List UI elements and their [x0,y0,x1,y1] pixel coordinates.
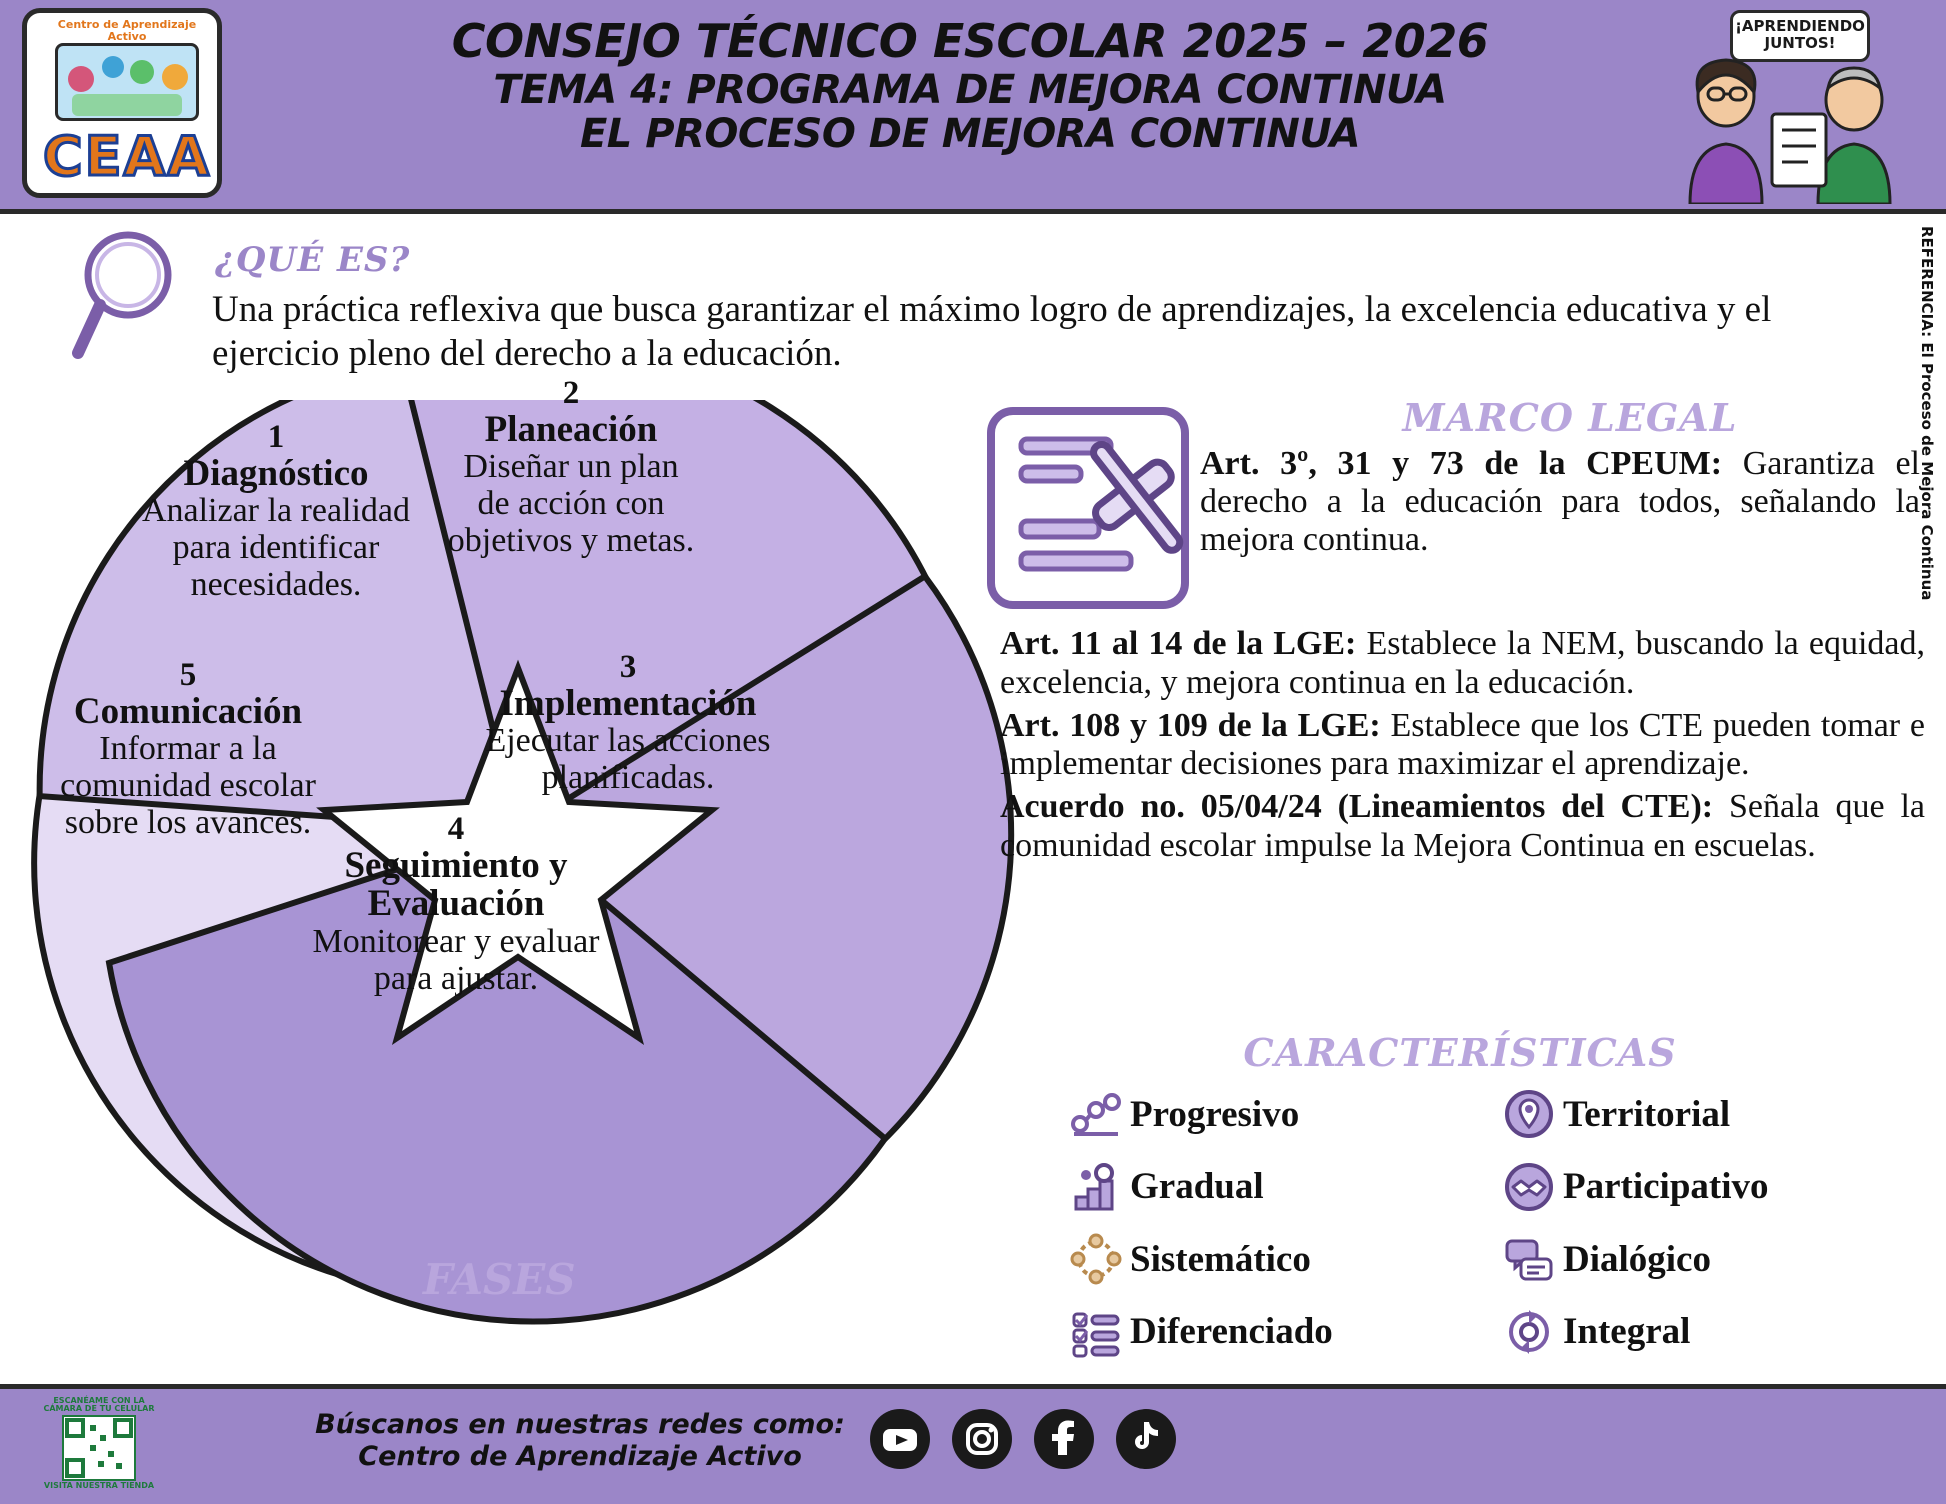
phase-2-number: 2 [562,375,580,411]
ml-item-1-bold: Art. 11 al 14 de la LGE: [1000,625,1357,662]
title-line-2: TEMA 4: PROGRAMA DE MEJORA CONTINUA [493,66,1447,113]
logo-figure-4 [162,64,188,90]
qr-bottom-label: VISITA NUESTRA TIENDA [43,1480,155,1490]
caracteristica-integral-label: Integral [1563,1311,1691,1353]
page-title [330,16,1610,157]
que-es-title: ¿QUÉ ES? [215,240,411,280]
ml-item-3-bold: Acuerdo no. 05/04/24 (Lineamientos del CTE): [1000,788,1714,825]
footer-text [300,1409,860,1474]
map-pin-icon [1503,1088,1555,1140]
ml-item-1 [1000,625,1925,703]
caracteristicas-grid [1070,1078,1930,1368]
phase-2-desc: Diseñar un plan de acción con objetivos y metas. [447,448,695,559]
phase-5-desc: Informar a la comunidad escolar sobre los avances. [60,730,316,841]
logo-ground [72,94,182,116]
caracteristica-dialogico-label: Dialógico [1563,1238,1711,1280]
marco-legal-items [1000,625,1925,870]
caracteristica-territorial-label: Territorial [1563,1093,1731,1135]
phase-4-number: 4 [447,811,465,847]
caracteristicas-title: CARACTERÍSTICAS [1243,1030,1677,1075]
chat-bubbles-icon [1503,1233,1555,1285]
phase-1-number: 1 [267,419,285,455]
ml-item-3-text: Señala que la comunidad escolar impulse la Mejora Continua en escuelas. [1000,788,1925,864]
phase-5-number: 5 [179,657,197,693]
phase-3-number: 3 [619,649,637,685]
ml-item-2 [1000,707,1925,785]
youtube-icon[interactable] [870,1409,930,1469]
facebook-icon[interactable] [1034,1409,1094,1469]
caracteristica-diferenciado[interactable] [1070,1296,1497,1369]
logo-illustration [55,43,199,121]
caracteristica-progresivo-label: Progresivo [1130,1093,1300,1135]
phase-5-name: Comunicación [73,690,303,732]
logo-figure-1 [68,66,94,92]
caracteristica-progresivo[interactable] [1070,1078,1497,1151]
phase-3-name: Implementación [499,682,757,724]
phase-1-name: Diagnóstico [183,452,369,494]
footer-line-2: Centro de Aprendizaje Activo [358,1441,802,1473]
ml-item-3 [1000,788,1925,866]
logo-wordmark: CEAA [42,125,212,188]
nodes-icon [1070,1088,1122,1140]
phase-4-name: Seguimiento y Evaluación [344,844,568,925]
header-illustration [1668,10,1928,202]
caracteristica-gradual-label: Gradual [1130,1166,1264,1208]
magnifier-icon [70,225,200,365]
logo-figure-3 [130,60,154,84]
caracteristica-diferenciado-label: Diferenciado [1130,1311,1333,1353]
que-es-text: Una práctica reflexiva que busca garantizar el máximo logro de aprendizajes, la excelencia educativa y el ejercicio pleno del derecho a la educación. [212,289,1772,375]
handshake-icon [1503,1161,1555,1213]
phase-1-desc: Analizar la realidad para identificar necesidades. [141,492,411,603]
fases-wheel [28,375,1028,1360]
caracteristica-participativo[interactable] [1503,1151,1930,1224]
ml-item-2-bold: Art. 108 y 109 de la LGE: [1000,706,1381,744]
caracteristica-sistematico[interactable] [1070,1223,1497,1296]
title-line-3: EL PROCESO DE MEJORA CONTINUA [579,111,1361,158]
phase-2-name: Planeación [484,408,658,450]
phase-4-desc: Monitorear y evaluar para ajustar. [312,923,600,998]
teachers-illustration [1668,56,1928,204]
tiktok-icon[interactable] [1116,1409,1176,1469]
qr-code[interactable] [62,1415,136,1481]
logo-figure-2 [102,56,124,78]
logo-badge [22,8,222,198]
wheel-center-label: FASES [423,1255,576,1304]
caracteristica-sistematico-label: Sistemático [1130,1238,1311,1280]
scroll-gavel-icon [985,395,1215,615]
page-header [0,0,1946,214]
ml-first-bold: Art. 3º, 31 y 73 de la CPEUM: [1200,445,1723,482]
phase-2-text [446,376,696,560]
caracteristica-participativo-label: Participativo [1563,1166,1769,1208]
ml-first-text: Garantiza el derecho a la educación para todos, señalando la mejora continua. [1200,445,1921,559]
page-footer [0,1384,1946,1504]
gear-refresh-icon [1503,1306,1555,1358]
caracteristica-gradual[interactable] [1070,1151,1497,1224]
checklist-icon [1070,1306,1122,1358]
marco-legal-first [1200,445,1920,559]
footer-line-1: Búscanos en nuestras redes como: [315,1409,845,1440]
cycle-gears-icon [1070,1233,1122,1285]
qr-top-label: ESCANÉAME CON LA CÁMARA DE TU CELULAR [43,1396,155,1414]
caracteristica-integral[interactable] [1503,1296,1930,1369]
caracteristica-territorial[interactable] [1503,1078,1930,1151]
speech-bubble: ¡APRENDIENDO JUNTOS! [1730,10,1870,62]
side-reference-label: REFERENCIA: El Proceso de Mejora Continua [1918,226,1936,601]
marco-legal-title: MARCO LEGAL [1402,395,1738,440]
ceaa-logo [22,8,222,198]
ml-item-2-text: Establece que los CTE pueden tomar e implementar decisiones para maximizar el aprendizaje. [1000,706,1925,783]
stairs-gear-icon [1070,1161,1122,1213]
logo-arc-text: Centro de Aprendizaje Activo [57,18,197,44]
caracteristica-dialogico[interactable] [1503,1223,1930,1296]
title-line-1: CONSEJO TÉCNICO ESCOLAR 2025 – 2026 [451,14,1489,68]
phase-3-text [458,650,798,797]
phase-1-text [116,420,436,604]
qr-block[interactable] [40,1397,158,1501]
social-links [870,1409,1176,1469]
instagram-icon[interactable] [952,1409,1012,1469]
phase-5-text [23,658,353,842]
ml-item-1-text: Establece la NEM, buscando la equidad, excelencia, y mejora continua en la educación. [1000,625,1925,701]
phase-3-desc: Ejecutar las acciones planificadas. [485,722,771,797]
